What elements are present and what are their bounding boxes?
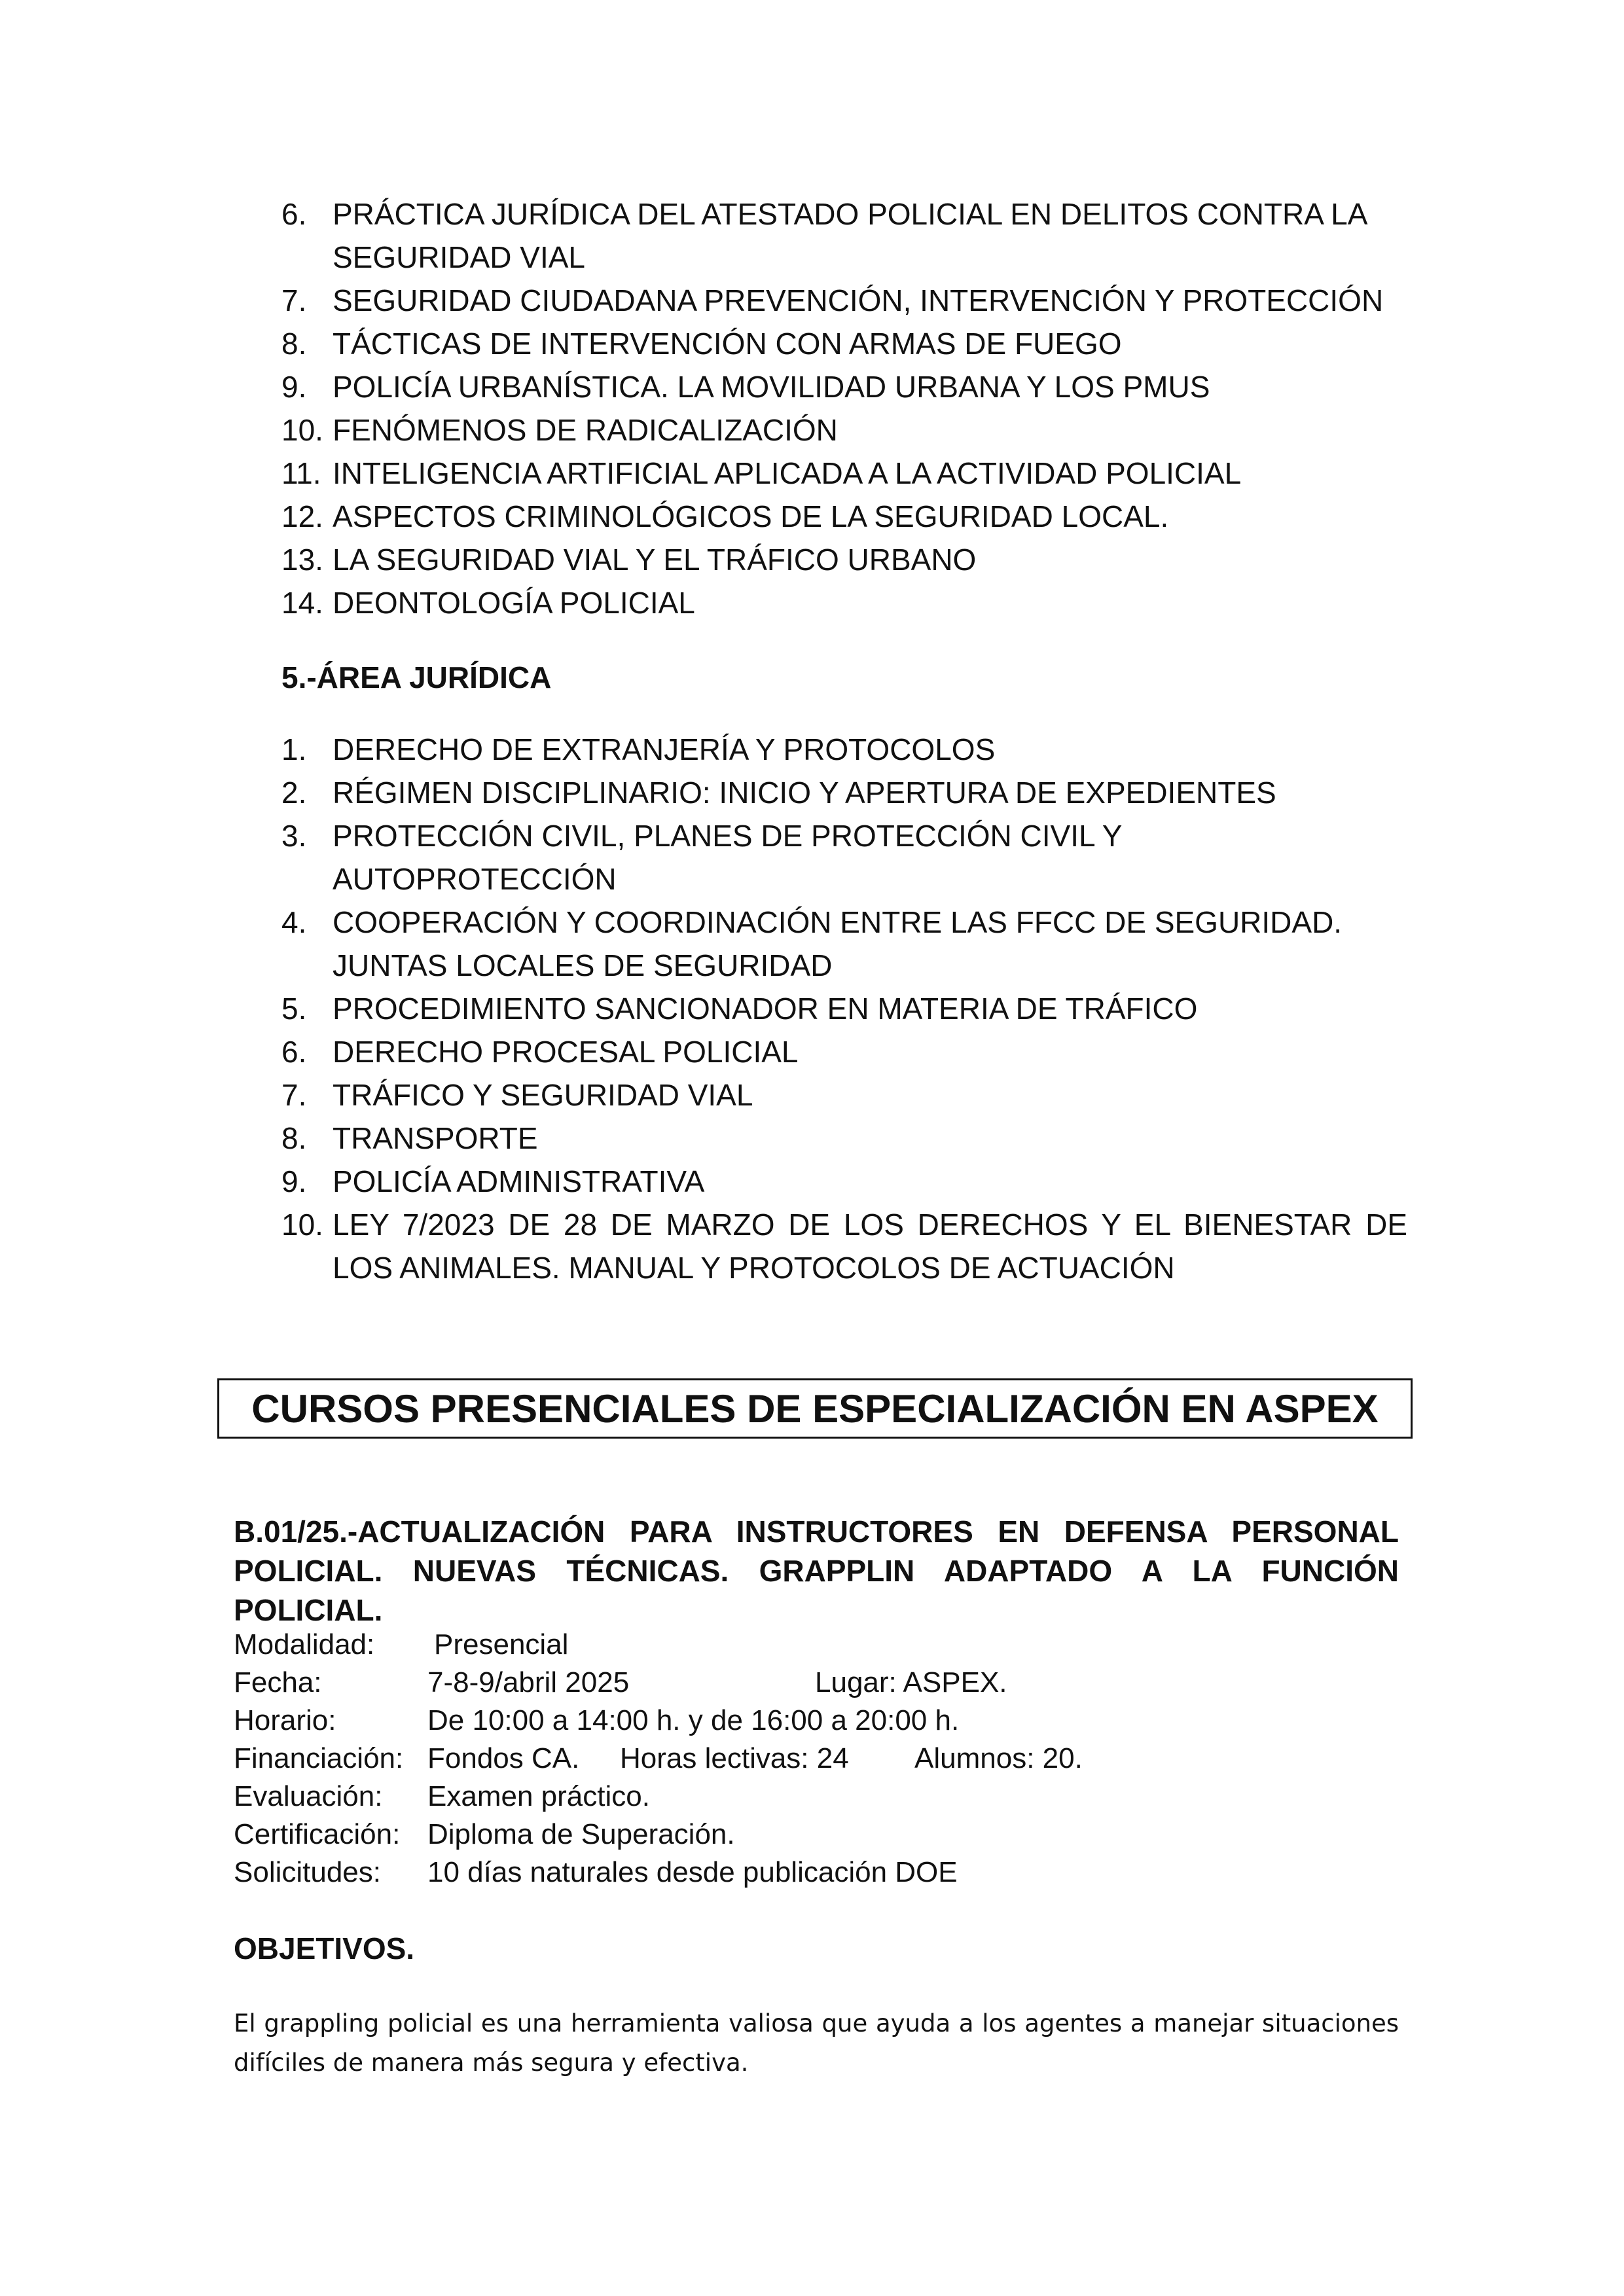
list-item	[281, 728, 1407, 771]
list-item	[281, 814, 1407, 901]
certificacion-label: Certificación:	[234, 1818, 401, 1850]
list-item-number: 10.	[281, 1208, 323, 1242]
topic-list-area-4	[281, 192, 1407, 624]
fecha-label: Fecha:	[234, 1666, 322, 1698]
list-item-text: TRANSPORTE	[333, 1121, 538, 1155]
horario-value: De 10:00 a 14:00 h. y de 16:00 a 20:00 h.	[427, 1704, 960, 1736]
list-item-number: 9.	[281, 370, 307, 404]
list-item-number: 6.	[281, 1035, 307, 1069]
list-item	[281, 452, 1407, 495]
detail-row-horario	[234, 1702, 1399, 1740]
banner-title: CURSOS PRESENCIALES DE ESPECIALIZACIÓN EN ASPEX	[251, 1386, 1379, 1431]
detail-row-fecha	[234, 1664, 1399, 1702]
list-item-number: 10.	[281, 413, 323, 447]
list-item-number: 1.	[281, 732, 307, 766]
list-item-text: TÁCTICAS DE INTERVENCIÓN CON ARMAS DE FUEGO	[333, 327, 1122, 361]
list-item-number: 2.	[281, 776, 307, 810]
list-item	[281, 1160, 1407, 1203]
list-item-text: SEGURIDAD CIUDADANA PREVENCIÓN, INTERVENCIÓN Y PROTECCIÓN	[333, 283, 1384, 317]
list-item-text: POLICÍA URBANÍSTICA. LA MOVILIDAD URBANA Y LOS PMUS	[333, 370, 1210, 404]
list-item-text: PRÁCTICA JURÍDICA DEL ATESTADO POLICIAL EN DELITOS CONTRA LA SEGURIDAD VIAL	[333, 197, 1366, 274]
list-item-text: LEY 7/2023 DE 28 DE MARZO DE LOS DERECHOS Y EL BIENESTAR DE LOS ANIMALES. MANUAL Y PROTOCOLOS DE ACTUACIÓN	[333, 1208, 1407, 1285]
detail-row-solicitudes	[234, 1854, 1399, 1892]
list-item	[281, 322, 1407, 365]
section-heading: 5.-ÁREA JURÍDICA	[281, 660, 552, 694]
alumnos: Alumnos: 20.	[914, 1742, 1083, 1774]
list-item	[281, 538, 1407, 581]
list-item	[281, 279, 1407, 322]
list-item	[281, 1203, 1407, 1289]
solicitudes-label: Solicitudes:	[234, 1856, 382, 1888]
modalidad-label: Modalidad:	[234, 1628, 375, 1660]
list-item-text: DERECHO PROCESAL POLICIAL	[333, 1035, 799, 1069]
list-item-text: TRÁFICO Y SEGURIDAD VIAL	[333, 1078, 753, 1112]
list-item-number: 5.	[281, 992, 307, 1026]
list-item	[281, 365, 1407, 408]
fecha-value: 7-8-9/abril 2025	[427, 1666, 630, 1698]
list-item-text: FENÓMENOS DE RADICALIZACIÓN	[333, 413, 838, 447]
horario-label: Horario:	[234, 1704, 336, 1736]
course-details	[234, 1626, 1399, 1892]
list-item-number: 7.	[281, 1078, 307, 1112]
solicitudes-value: 10 días naturales desde publicación DOE	[427, 1856, 958, 1888]
list-item-text: ASPECTOS CRIMINOLÓGICOS DE LA SEGURIDAD LOCAL.	[333, 499, 1169, 533]
objetivos-heading: OBJETIVOS.	[234, 1931, 415, 1965]
list-item-number: 7.	[281, 283, 307, 317]
section-banner	[217, 1378, 1413, 1439]
detail-row-financiacion	[234, 1740, 1399, 1778]
detail-row-certificacion	[234, 1816, 1399, 1854]
list-item-text: INTELIGENCIA ARTIFICIAL APLICADA A LA ACTIVIDAD POLICIAL	[333, 456, 1242, 490]
evaluacion-label: Evaluación:	[234, 1780, 383, 1812]
topic-list-area-juridica	[281, 728, 1407, 1289]
list-item-text: DEONTOLOGÍA POLICIAL	[333, 586, 695, 620]
list-item	[281, 1117, 1407, 1160]
list-item-number: 3.	[281, 819, 307, 853]
list-item-text: PROCEDIMIENTO SANCIONADOR EN MATERIA DE TRÁFICO	[333, 992, 1198, 1026]
list-item-text: LA SEGURIDAD VIAL Y EL TRÁFICO URBANO	[333, 543, 977, 577]
list-item	[281, 192, 1407, 279]
lugar-value: Lugar: ASPEX.	[815, 1666, 1007, 1698]
objetivos-paragraph: El grappling policial es una herramienta valiosa que ayuda a los agentes a manejar situaciones difíciles de manera más segura y efectiva.	[234, 2009, 1399, 2077]
list-item-number: 13.	[281, 543, 323, 577]
list-item-text: POLICÍA ADMINISTRATIVA	[333, 1164, 705, 1198]
list-item-number: 8.	[281, 327, 307, 361]
list-item	[281, 408, 1407, 452]
list-item	[281, 1030, 1407, 1073]
list-item	[281, 901, 1407, 987]
list-item-text: COOPERACIÓN Y COORDINACIÓN ENTRE LAS FFCC DE SEGURIDAD. JUNTAS LOCALES DE SEGURIDAD	[333, 905, 1343, 982]
list-item-text: PROTECCIÓN CIVIL, PLANES DE PROTECCIÓN CIVIL Y AUTOPROTECCIÓN	[333, 819, 1122, 896]
detail-row-modalidad	[234, 1626, 1399, 1664]
modalidad-value: Presencial	[434, 1628, 569, 1660]
list-item-number: 14.	[281, 586, 323, 620]
list-item-number: 11.	[281, 456, 321, 490]
list-item	[281, 495, 1407, 538]
list-item	[281, 771, 1407, 814]
evaluacion-value: Examen práctico.	[427, 1780, 650, 1812]
list-item	[281, 1073, 1407, 1117]
list-item	[281, 987, 1407, 1030]
financiacion-value: Fondos CA.	[427, 1742, 580, 1774]
course-title: B.01/25.-ACTUALIZACIÓN PARA INSTRUCTORES EN DEFENSA PERSONAL POLICIAL. NUEVAS TÉCNICAS. GRAPPLIN ADAPTADO A LA FUNCIÓN POLICIAL.	[234, 1515, 1399, 1627]
list-item-number: 12.	[281, 499, 323, 533]
financiacion-label: Financiación:	[234, 1742, 404, 1774]
list-item	[281, 581, 1407, 624]
certificacion-value: Diploma de Superación.	[427, 1818, 735, 1850]
list-item-text: RÉGIMEN DISCIPLINARIO: INICIO Y APERTURA DE EXPEDIENTES	[333, 776, 1276, 810]
horas-lectivas: Horas lectivas: 24	[620, 1742, 849, 1774]
list-item-number: 8.	[281, 1121, 307, 1155]
list-item-number: 6.	[281, 197, 307, 231]
list-item-number: 4.	[281, 905, 307, 939]
detail-row-evaluacion	[234, 1778, 1399, 1816]
list-item-number: 9.	[281, 1164, 307, 1198]
list-item-text: DERECHO DE EXTRANJERÍA Y PROTOCOLOS	[333, 732, 996, 766]
